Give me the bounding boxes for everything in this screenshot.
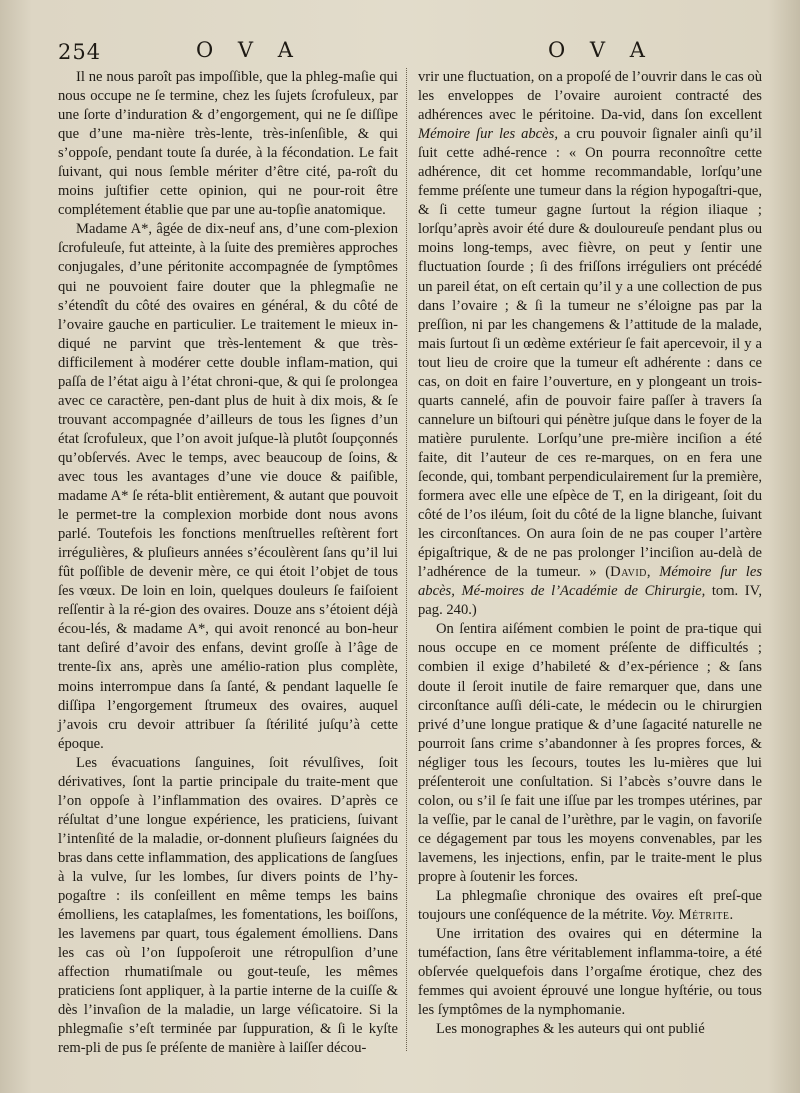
cross-reference-voy: Voy. — [651, 907, 675, 924]
paragraph — [418, 68, 762, 620]
author-name: David — [610, 564, 647, 581]
column-divider — [406, 68, 407, 1051]
paragraph: Les évacuations ſanguines, ſoit révulſives, ſoit dérivatives, ſont la partie principale du traite-ment que l’on oppoſe à l’inflammation des ovaires. D’après ce réſultat d’une longue expérience, les praticiens, ſuivant l’intenſité de la maladie, or-donnent pluſieurs ſaignées du bras dans cette inflammation, des applications de ſangſues à la vulve, ſur les lombes, ſur divers points de l’hy-pogaſtre : ils conſeillent en même temps les bains émolliens, les cataplaſmes, les fomentations, les boiſſons, les lavemens par quart, tous également émolliens. Dans les cas où l’on ſuppoſeroit une rétropulſion d’une affection rhumatiſmale ou gout-teuſe, les mêmes praticiens ſont appliquer, à la partie interne de la cuiſſe & dès l’invaſion de la maladie, un large véſicatoire. Si la phlegmaſie s’eſt terminée par ſuppuration, & ſi le kyſte rem-pli de pus ſe préſente de manière à laiſſer décou- — [58, 754, 398, 1057]
text-run: , — [646, 564, 660, 581]
paragraph — [418, 887, 762, 925]
running-head-right: O V A — [548, 38, 654, 62]
running-head-left: O V A — [196, 38, 302, 62]
left-column — [58, 68, 398, 1058]
paragraph: Les monographes & les auteurs qui ont publié — [436, 1021, 705, 1038]
paragraph: Il ne nous paroît pas impoſſible, que la phleg-maſie qui nous occupe ne ſe termine, chez les ſujets ſcrofuleux, par une ſorte d’induration & d’engorgement, qui ne ſe diſſipe que d’une ma-nière très-lente, très-inſenſible, & qui s’oppoſe, pendant toute ſa durée, à la fécondation. Le fait ſuivant, qui nous ſemble mériter d’être cité, pa-roît du moins juſtifier cette opinion, qui ne pour-roit être complétement établie que par une au-topſie anatomique. — [58, 69, 398, 219]
text-run: La phlegmaſie chronique des ovaires eſt preſ-que toujours une conſéquence de la métrite. — [418, 888, 762, 924]
reference-title: Mémoire ſur les abcès, Mé-moires de l’Académie de Chirurgie, — [418, 564, 763, 600]
paragraph: Une irritation des ovaires qui en détermine la tuméfaction, ſans être véritablement inflamma-toire, a été obſervée quelquefois dans l’orgaſme érotique, chez des femmes qui avoient éprouvé une longue hyſtérie, ou tous les ſymptômes de la nymphomanie. — [418, 926, 762, 1019]
cross-reference-entry: Métrite. — [678, 907, 734, 924]
text-run: a cru pouvoir ſignaler ainſi qu’il ſuit cette adhé-rence : « On pourra reconnoître cette adhérence, dit cet homme recommandable, lorſqu’une femme préſente une tumeur dans la région hypogaſtri-que, & ſi cette tumeur gagne ſurtout la région iliaque ; lorſqu’après avoir été dure & douloureuſe pendant plus ou moins long-temps, avec fièvre, on peut y ſentir une fluctuation ſourde ; ſi des friſſons irréguliers ont précédé un pareil état, on eſt certain qu’il y a une collection de pus dans l’ovaire ; & ſi la tumeur ne s’éloigne pas par la preſſion, ni par les changemens & l’attitude de la malade, mais ſurtout ſi un œdème extérieur ſe fait apercevoir, il y a tout lieu de croire que la tumeur eſt adhérente : dans ce cas, on doit en faire l’ouverture, en y plongeant un trois-quarts cannelé, afin de pouvoir faire paſſer à travers ſa cannelure un biſtouri qui pénètre juſque dans le foyer de la matière purulente. Lorſqu’une pre-mière inciſion a été faite, dit l’auteur de ces re-marques, on en fera une ſeconde, qui, tombant perpendiculairement ſur la première, formera avec elle une eſpèce de T, en la dirigeant, ſoit du côté de l’os iléum, ſoit du côté de la ligne blanche, ſuivant les circonſtances. On aura ſoin de ne pas couper l’artère épigaſtrique, & de ne pas prolonger l’inciſion au-delà de l’adhérence de la tumeur. » ( — [418, 126, 762, 581]
right-column — [418, 68, 762, 1039]
text-run: vrir une fluctuation, on a propoſé de l’ouvrir dans le cas où les enveloppes de l’ovaire auroient contracté des adhérences avec le péritoine. Da-vid, dans ſon excellent — [418, 69, 762, 124]
work-title: Mémoire ſur les abcès, — [418, 126, 558, 143]
paragraph: On ſentira aiſément combien le point de pra-tique qui nous occupe en ce moment préſente de difficultés ; combien il exige d’habileté & d’ex-périence ; & ſans doute il ſeroit inutile de faire remarquer que, dans une circonſtance auſſi déli-cate, le médecin ou le chirurgien privé d’une longue pratique & d’une ſagacité naturelle ne pourroit ſans crime s’abandonner à ſes propres forces, & négliger tous les ſecours, toutes les lu-mières que lui préſenteroit une conſultation. Si l’abcès s’ouvre dans le colon, ou s’il ſe fait une iſſue par les trompes utérines, par la veſſie, par le canal de l’urèthre, par le vagin, on favoriſe ce dégagement par tous les moyens convenables, par les lavemens, les injections, enfin, par le traite-ment le plus propre à ſoutenir les forces. — [418, 621, 762, 885]
text-run: tom. IV, pag. 240.) — [418, 583, 762, 619]
paragraph: Madame A*, âgée de dix-neuf ans, d’une com-plexion ſcrofuleuſe, fut atteinte, à la ſuite des premières approches conjugales, d’une péritonite accompagnée de ſymptômes qui ne pouvoient faire douter que la phlegmaſie ne s’étendît du côté des ovaires en général, & du côté de l’ovaire gauche en particulier. Le traitement le mieux in-diqué ne parvint que très-lentement & que très-difficilement à modérer cette double inflam-mation, qui paſſa de l’état aigu à l’état chroni-que, & qui ſe prolongea avec ce caractère, pen-dant plus de huit à dix mois, & ſe trouvant accompagnée d’ailleurs de tous les ſignes d’un état ſcrofuleux, que l’on avoit juſque-là plutôt ſoupçonnés qu’obſervés. Avec le temps, avec beaucoup de ſoins, & avec tous les avantages d’une vie douce & paiſible, madame A* ſe réta-blit entièrement, & autant que pouvoit le permet-tre la complexion morbide dont nous avons parlé. Toutefois les fonctions menſtruelles reſtèrent fort irrégulières, & pluſieurs années s’écoulèrent ſans qu’il lui fût poſſible de devenir mère, ce qui étoit l’objet de tous ſes vœux. De loin en loin, quelques douleurs ſe faiſoient reſſentir à la ré-gion des ovaires. Douze ans s’étoient déjà écou-lés, & madame A*, qui avoit renoncé au bon-heur tant deſiré d’avoir des enfans, devint groſſe à l’âge de trente-ſix ans, après une amélio-ration plus complète, moins interrompue dans ſa ſanté, & pendant laquelle ſe diſſipa l’engorgement ſtrumeux des ovaires, auquel j’avois cru devoir attribuer ſa ſtérilité juſqu’à cette époque. — [58, 221, 398, 752]
page-number: 254 — [58, 40, 102, 64]
